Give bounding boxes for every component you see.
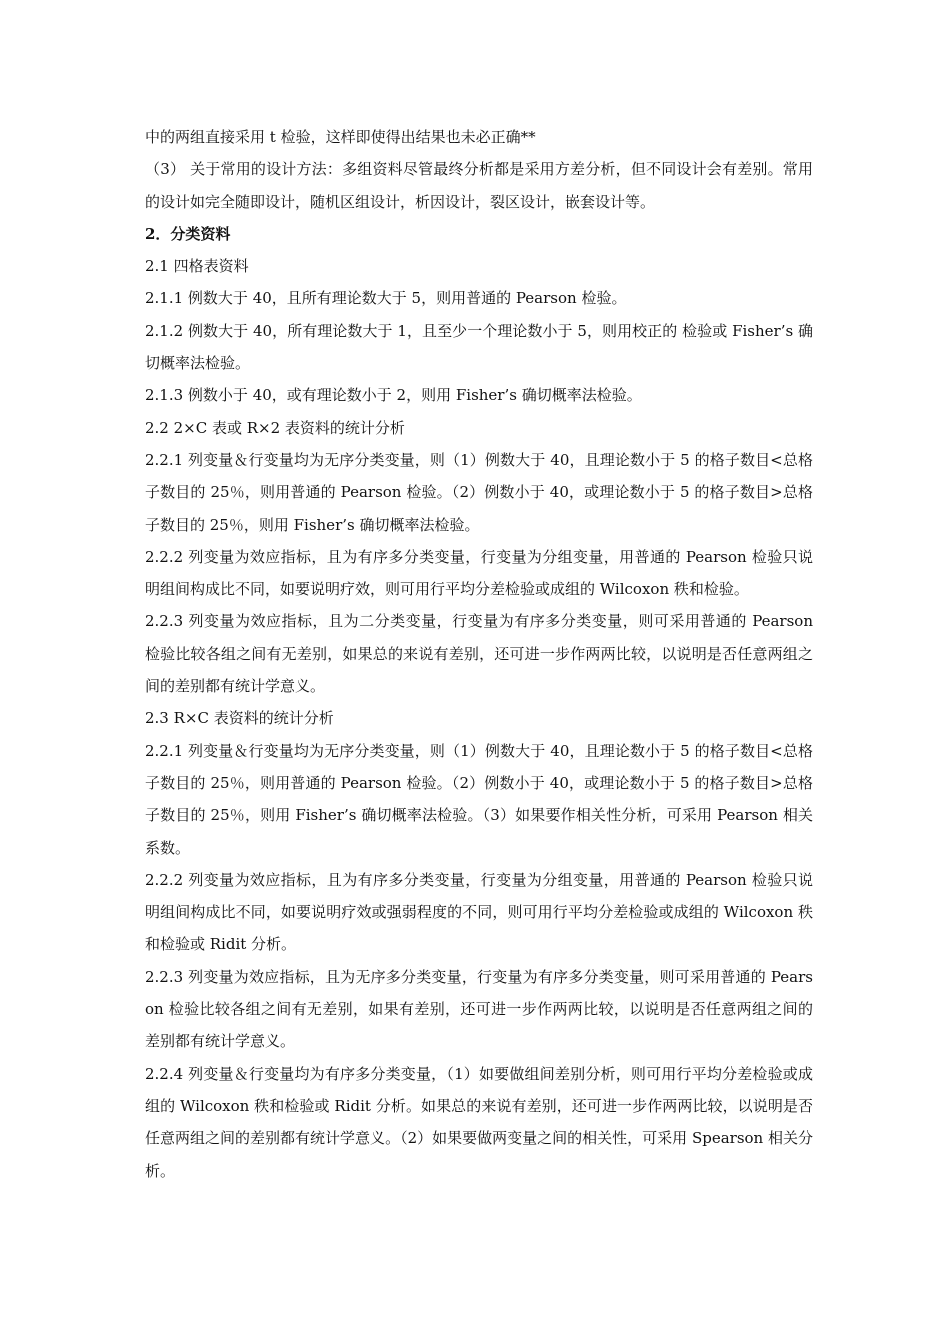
subsection-heading-rxc-table: 2.3 R×C 表资料的统计分析 bbox=[145, 709, 334, 728]
paragraph-2-1-3: 2.1.3 例数小于 40，或有理论数小于 2，则用 Fisher’s 确切概率法检验。 bbox=[145, 386, 642, 405]
paragraph-2-1-2: 2.1.2 例数大于 40，所有理论数大于 1，且至少一个理论数小于 5，则用校正的 检验或 Fisher’s 确切概率法检验。 bbox=[145, 321, 813, 373]
paragraph-2-2-1-b: 2.2.1 列变量＆行变量均为无序分类变量，则（1）例数大于 40，且理论数小于 5 的格子数目<总格子数目的 25％，则用普通的 Pearson 检验。（2）例数小于 40，或理论数小于 5 的格子数目>总格子数目的 25％，则用 Fisher’s 确切概率法检验。（3）如果要作相关性分析，可采用 Pearson 相关系数。 bbox=[145, 741, 813, 857]
paragraph-continuation: 中的两组直接采用 t 检验，这样即使得出结果也未必正确** bbox=[145, 128, 536, 146]
section-heading-categorical-data: 2．分类资料 bbox=[145, 224, 231, 243]
paragraph-2-2-2-a: 2.2.2 列变量为效应指标，且为有序多分类变量，行变量为分组变量，用普通的 Pearson 检验只说明组间构成比不同，如要说明疗效，则可用行平均分差检验或成组的 Wilcoxon 秩和检验。 bbox=[145, 547, 813, 599]
paragraph-design-methods: （3） 关于常用的设计方法：多组资料尽管最终分析都是采用方差分析，但不同设计会有差别。常用的设计如完全随即设计，随机区组设计，析因设计，裂区设计，嵌套设计等。 bbox=[145, 160, 813, 211]
subsection-heading-2xc-table: 2.2 2×C 表或 R×2 表资料的统计分析 bbox=[145, 418, 405, 437]
paragraph-2-2-2-b: 2.2.2 列变量为效应指标，且为有序多分类变量，行变量为分组变量，用普通的 Pearson 检验只说明组间构成比不同，如要说明疗效或强弱程度的不同，则可用行平均分差检验或成组的 Wilcoxon 秩和检验或 Ridit 分析。 bbox=[145, 870, 813, 954]
paragraph-2-2-1-a: 2.2.1 列变量＆行变量均为无序分类变量，则（1）例数大于 40，且理论数小于 5 的格子数目<总格子数目的 25％，则用普通的 Pearson 检验。（2）例数小于 40，或理论数小于 5 的格子数目>总格子数目的 25％，则用 Fisher’s 确切概率法检验。 bbox=[145, 450, 813, 534]
subsection-heading-fourfold-table: 2.1 四格表资料 bbox=[145, 257, 249, 276]
paragraph-2-1-1: 2.1.1 例数大于 40，且所有理论数大于 5，则用普通的 Pearson 检验。 bbox=[145, 289, 627, 308]
paragraph-2-2-3-b: 2.2.3 列变量为效应指标，且为无序多分类变量，行变量为有序多分类变量，则可采用普通的 Pearson 检验比较各组之间有无差别，如果有差别，还可进一步作两两比较，以说明是否任意两组之间的差别都有统计学意义。 bbox=[145, 967, 813, 1051]
paragraph-2-2-3-a: 2.2.3 列变量为效应指标，且为二分类变量，行变量为有序多分类变量，则可采用普通的 Pearson 检验比较各组之间有无差别，如果总的来说有差别，还可进一步作两两比较，以说明是否任意两组之间的差别都有统计学意义。 bbox=[145, 612, 813, 696]
document-body bbox=[145, 121, 813, 1187]
paragraph-2-2-4: 2.2.4 列变量＆行变量均为有序多分类变量，（1）如要做组间差别分析，则可用行平均分差检验或成组的 Wilcoxon 秩和检验或 Ridit 分析。如果总的来说有差别，还可进一步作两两比较，以说明是否任意两组之间的差别都有统计学意义。（2）如果要做两变量之间的相关性，可采用 Spearson 相关分析。 bbox=[145, 1064, 813, 1180]
